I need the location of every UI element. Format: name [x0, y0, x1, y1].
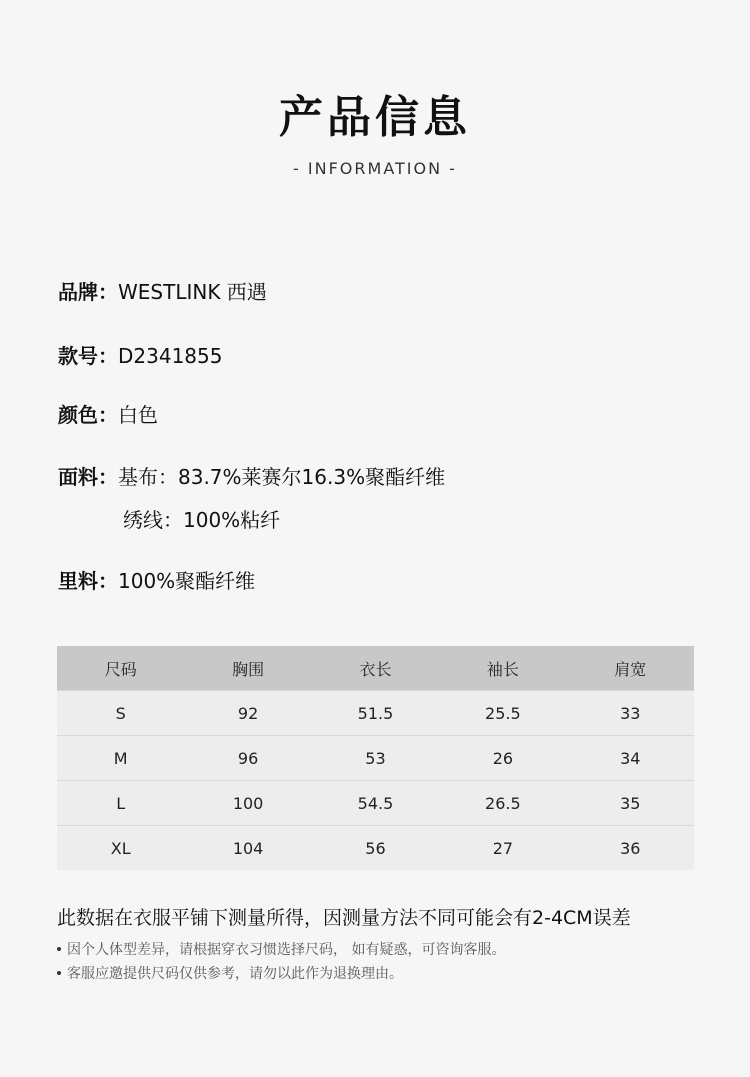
- color-label: 颜色：: [58, 403, 118, 427]
- table-cell: 25.5: [439, 691, 566, 736]
- lining-value: 100%聚酯纤维: [118, 569, 256, 593]
- table-cell: 56: [312, 826, 439, 871]
- table-cell: 92: [184, 691, 311, 736]
- lining-row: [58, 566, 255, 596]
- style-label: 款号：: [58, 344, 118, 368]
- table-cell: 35: [567, 781, 694, 826]
- fabric-value-embroidery: 绣线：100%粘纤: [123, 508, 281, 532]
- table-cell: S: [57, 691, 184, 736]
- note-item-text: 因个人体型差异，请根据穿衣习惯选择尺码， 如有疑惑，可咨询客服。: [67, 942, 506, 958]
- fabric-label: 面料：: [58, 465, 118, 489]
- table-cell: 53: [312, 736, 439, 781]
- table-cell: 51.5: [312, 691, 439, 736]
- table-cell: 104: [184, 826, 311, 871]
- page-title: 产品信息: [279, 92, 471, 143]
- table-row: [57, 736, 694, 781]
- table-cell: 100: [184, 781, 311, 826]
- color-row: [58, 400, 158, 430]
- header-length: 衣长: [312, 646, 439, 691]
- table-cell: 33: [567, 691, 694, 736]
- measurement-note: 此数据在衣服平铺下测量所得，因测量方法不同可能会有2-4CM误差: [57, 907, 631, 929]
- table-cell: M: [57, 736, 184, 781]
- brand-value: WESTLINK 西遇: [118, 280, 267, 304]
- note-item: [57, 940, 505, 960]
- size-table: [57, 646, 694, 870]
- table-cell: 27: [439, 826, 566, 871]
- table-cell: XL: [57, 826, 184, 871]
- table-row: [57, 691, 694, 736]
- note-item: [57, 964, 403, 984]
- table-cell: 34: [567, 736, 694, 781]
- brand-label: 品牌：: [58, 280, 118, 304]
- table-row: [57, 781, 694, 826]
- table-cell: L: [57, 781, 184, 826]
- note-item-text: 客服应邀提供尺码仅供参考，请勿以此作为退换理由。: [67, 966, 403, 982]
- brand-row: [58, 277, 267, 307]
- lining-label: 里料：: [58, 569, 118, 593]
- header-shoulder: 肩宽: [567, 646, 694, 691]
- fabric-value-base: 基布：83.7%莱赛尔16.3%聚酯纤维: [118, 465, 446, 489]
- table-cell: 36: [567, 826, 694, 871]
- bullet-icon: [57, 971, 61, 975]
- header-size: 尺码: [57, 646, 184, 691]
- page-subtitle: - INFORMATION -: [293, 159, 457, 178]
- table-cell: 26.5: [439, 781, 566, 826]
- table-cell: 96: [184, 736, 311, 781]
- bullet-icon: [57, 947, 61, 951]
- table-row: [57, 826, 694, 871]
- size-table-header: [57, 646, 694, 691]
- table-cell: 26: [439, 736, 566, 781]
- header-sleeve: 袖长: [439, 646, 566, 691]
- style-row: [58, 341, 222, 371]
- header-chest: 胸围: [184, 646, 311, 691]
- fabric-row: [58, 462, 445, 492]
- table-cell: 54.5: [312, 781, 439, 826]
- color-value: 白色: [118, 403, 158, 427]
- style-value: D2341855: [118, 344, 223, 368]
